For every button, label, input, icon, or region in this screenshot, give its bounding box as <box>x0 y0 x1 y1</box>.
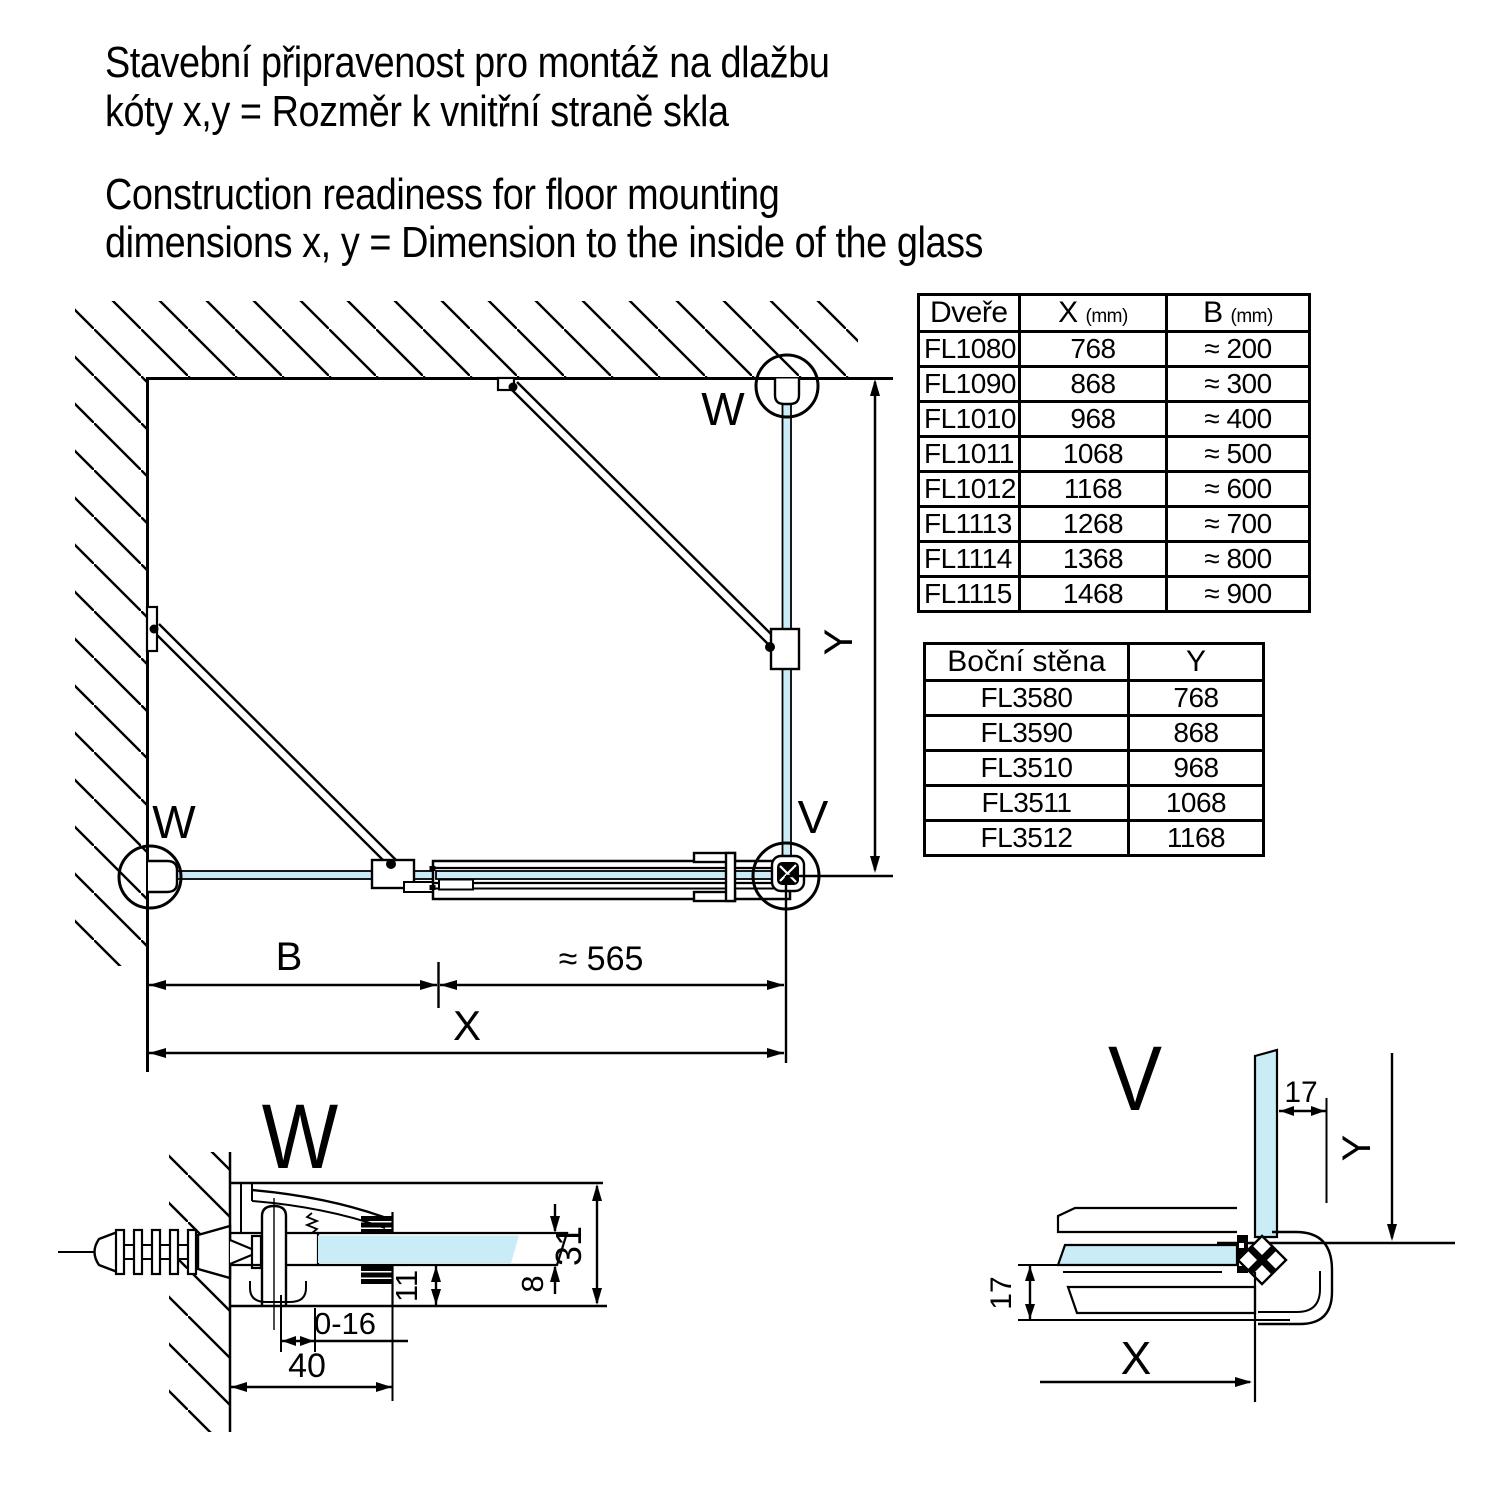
strut-pivot <box>765 642 775 652</box>
door-glass <box>436 871 790 879</box>
dim-label-y: Y <box>817 628 861 656</box>
cell-y: 1068 <box>1129 786 1264 821</box>
cell-b: ≈ 700 <box>1167 507 1310 542</box>
cell-model: FL1012 <box>919 472 1020 507</box>
cell-x: 1168 <box>1020 472 1167 507</box>
cell-model: FL3511 <box>925 786 1129 821</box>
cell-x: 768 <box>1020 332 1167 367</box>
cell-model: FL1113 <box>919 507 1020 542</box>
detail-w-title: W <box>261 1086 339 1189</box>
dim-label-b: B <box>275 935 303 979</box>
dim-label-17-left: 17 <box>985 1276 1018 1310</box>
title-english-line2: dimensions x, y = Dimension to the inside of the glass <box>105 218 984 267</box>
cell-y: 868 <box>1129 716 1264 751</box>
cell-b: ≈ 500 <box>1167 437 1310 472</box>
cell-x: 868 <box>1020 367 1167 402</box>
gasket-top <box>361 1216 392 1221</box>
cell-model: FL3590 <box>925 716 1129 751</box>
cell-model: FL1010 <box>919 402 1020 437</box>
dim-label-x: X <box>1120 1332 1152 1384</box>
column-header-x: X (mm) <box>1020 295 1167 332</box>
dim-label-31: 31 <box>548 1225 589 1267</box>
cell-x: 1268 <box>1020 507 1167 542</box>
dimension-11 <box>431 1266 441 1305</box>
strut-pivot <box>509 383 518 392</box>
column-header-door: Dveře <box>919 295 1020 332</box>
column-header-y: Y <box>1129 644 1264 681</box>
dim-label-8: 8 <box>515 1275 550 1293</box>
dim-label-0-16: 0-16 <box>313 1306 377 1341</box>
wall-profile-left <box>148 861 177 892</box>
detail-label-v: V <box>797 791 829 843</box>
unit-label: (mm) <box>1230 306 1273 327</box>
dim-label-11: 11 <box>389 1269 424 1303</box>
cell-b: ≈ 300 <box>1167 367 1310 402</box>
gasket-bottom <box>361 1266 392 1271</box>
cell-y: 968 <box>1129 751 1264 786</box>
column-header-b: B (mm) <box>1167 295 1310 332</box>
detail-v-side-glass <box>1255 1050 1277 1237</box>
cell-model: FL1114 <box>919 542 1020 577</box>
cell-model: FL3580 <box>925 681 1129 716</box>
dimension-y <box>870 379 880 873</box>
cell-y: 1168 <box>1129 821 1264 856</box>
plan-drawing <box>75 301 893 1072</box>
cell-x: 968 <box>1020 402 1167 437</box>
cell-model: FL3510 <box>925 751 1129 786</box>
title-english-line1: Construction readiness for floor mounting <box>105 170 780 219</box>
cell-model: FL3512 <box>925 821 1129 856</box>
cell-b: ≈ 600 <box>1167 472 1310 507</box>
detail-v-title: V <box>1108 1028 1162 1131</box>
spring-clip <box>307 1213 317 1233</box>
cell-y: 768 <box>1129 681 1264 716</box>
wall-hatch <box>169 1152 229 1432</box>
cell-b: ≈ 200 <box>1167 332 1310 367</box>
door-stopper-bar <box>726 853 735 901</box>
detail-label-w-bottom: W <box>152 796 196 848</box>
cell-b: ≈ 800 <box>1167 542 1310 577</box>
wall-profile-top <box>775 379 799 405</box>
detail-label-w-top: W <box>701 383 745 435</box>
column-header-side-wall: Boční stěna <box>925 644 1129 681</box>
dimension-y <box>1387 1053 1397 1241</box>
cell-model: FL1011 <box>919 437 1020 472</box>
dim-label-x: X <box>452 1002 482 1049</box>
cell-model: FL1080 <box>919 332 1020 367</box>
dim-label-y: Y <box>1335 1134 1379 1162</box>
detail-v-door <box>1058 1208 1255 1313</box>
cell-b: ≈ 900 <box>1167 577 1310 612</box>
dim-label-40: 40 <box>288 1347 326 1385</box>
title-czech-line2: kóty x,y = Rozměr k vnitřní straně skla <box>105 87 729 136</box>
detail-w-drawing <box>58 1086 607 1432</box>
dimension-door-overlap <box>440 980 784 990</box>
cell-model: FL1090 <box>919 367 1020 402</box>
cell-model: FL1115 <box>919 577 1020 612</box>
dim-label-565: ≈ 565 <box>558 940 644 978</box>
detail-v-door-glass <box>1058 1245 1237 1265</box>
strut-pivot <box>386 859 396 869</box>
cell-x: 1468 <box>1020 577 1167 612</box>
strut-pivot <box>150 625 159 634</box>
glass-clamp-side <box>771 629 799 669</box>
detail-v-drawing <box>985 1028 1455 1402</box>
unit-label: (mm) <box>1085 306 1128 327</box>
cell-b: ≈ 400 <box>1167 402 1310 437</box>
cell-x: 1068 <box>1020 437 1167 472</box>
dim-label-17-top: 17 <box>1284 1076 1318 1109</box>
sliding-door <box>430 853 791 901</box>
dimension-17-top <box>1279 1098 1327 1203</box>
dimension-x <box>149 1048 784 1058</box>
title-czech-line1: Stavební připravenost pro montáž na dlažbu <box>105 38 830 87</box>
cell-x: 1368 <box>1020 542 1167 577</box>
dimension-31 <box>592 1184 602 1305</box>
